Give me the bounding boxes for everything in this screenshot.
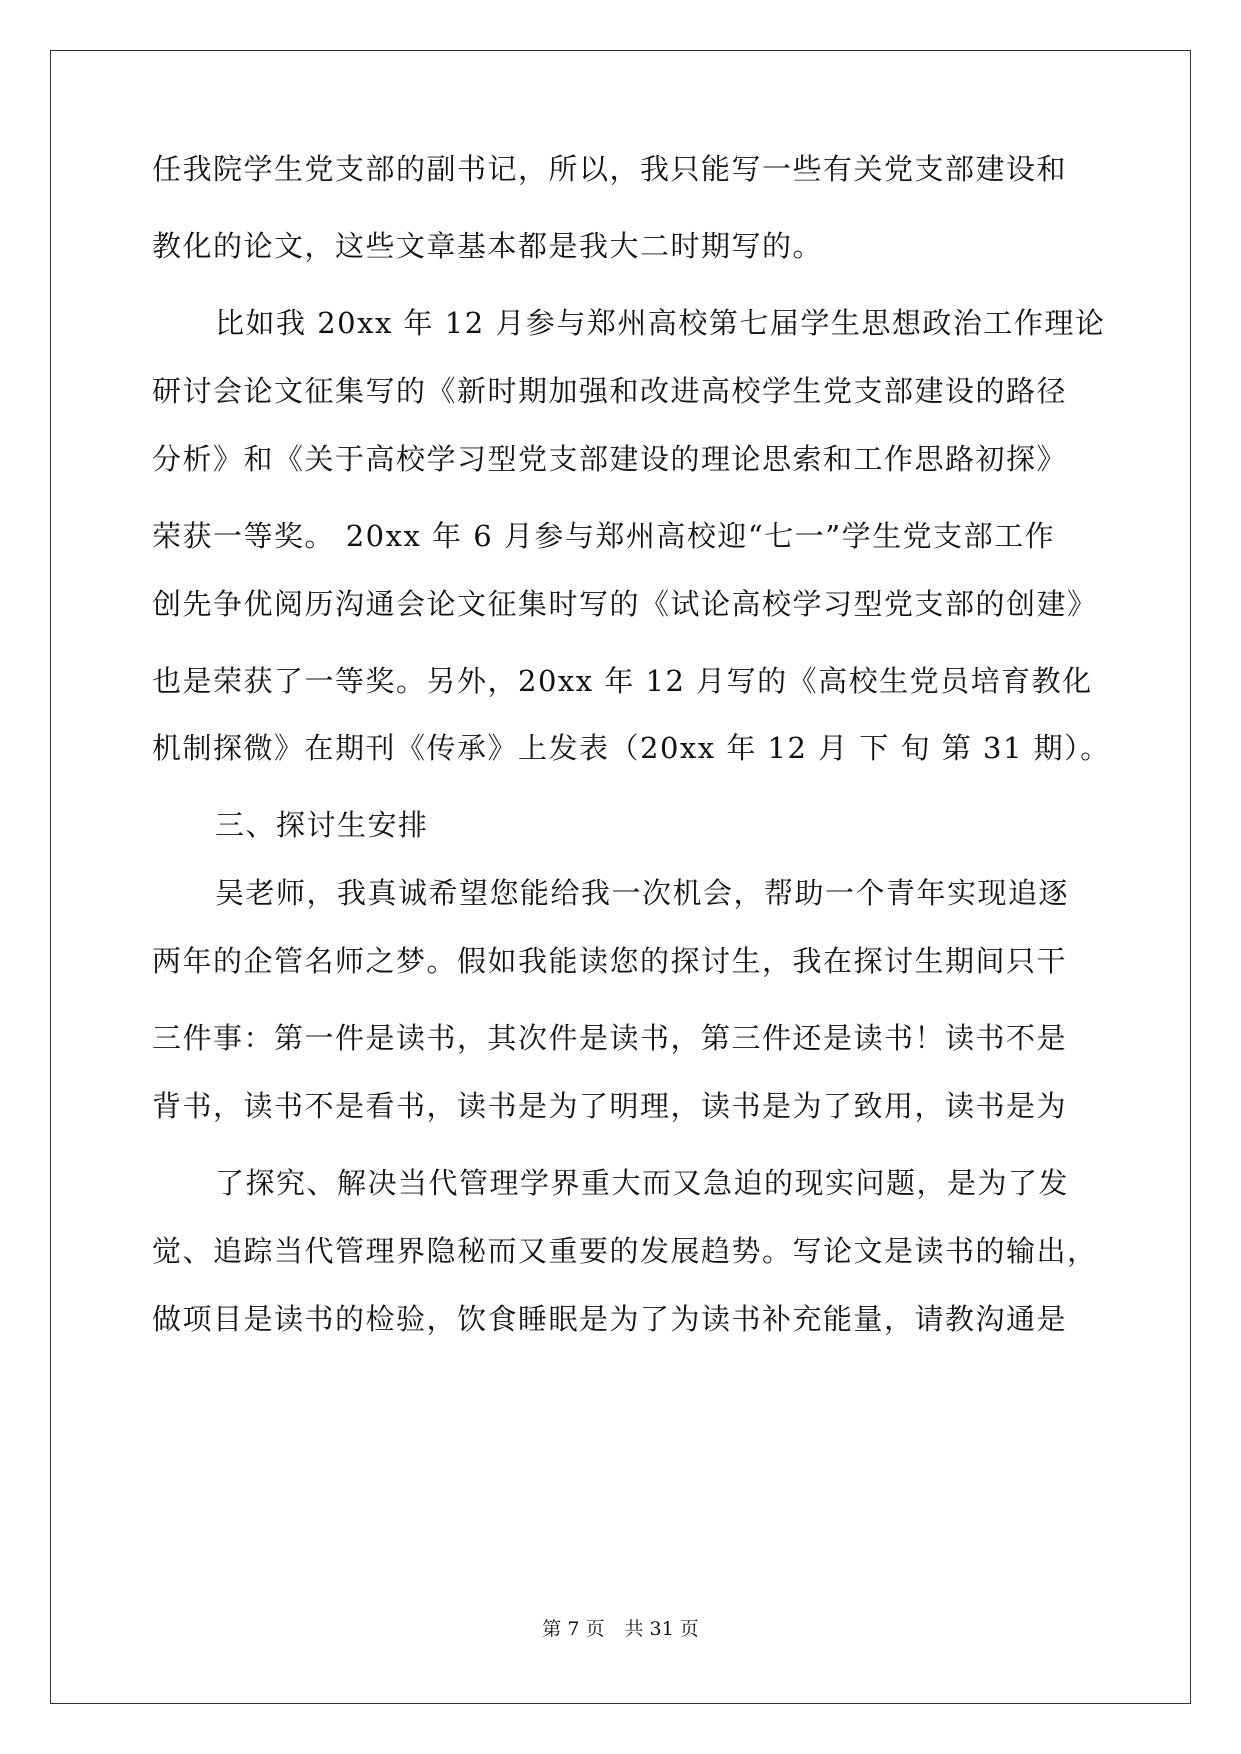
- body-line: 荣获一等奖。 20xx 年 6 月参与郑州高校迎“七一”学生党支部工作: [152, 519, 1056, 553]
- body-line: 三件事：第一件是读书，其次件是读书，第三件还是读书！读书不是: [152, 1021, 1068, 1055]
- body-line: 两年的企管名师之梦。假如我能读您的探讨生，我在探讨生期间只干: [152, 944, 1068, 978]
- body-line: 机制探微》在期刊《传承》上发表（20xx 年 12 月 下 旬 第 31 期）。: [152, 731, 1111, 765]
- body-line: 背书，读书不是看书，读书是为了明理，读书是为了致用，读书是为: [152, 1089, 1068, 1123]
- body-line: 也是荣获了一等奖。另外，20xx 年 12 月写的《高校生党员培育教化: [152, 664, 1093, 698]
- body-line: 吴老师，我真诚希望您能给我一次机会，帮助一个青年实现追逐: [215, 876, 1070, 910]
- page-footer: [0, 1617, 1241, 1641]
- body-line: 做项目是读书的检验，饮食睡眠是为了为读书补充能量，请教沟通是: [152, 1302, 1068, 1336]
- body-line: 比如我 20xx 年 12 月参与郑州高校第七届学生思想政治工作理论: [215, 306, 1106, 340]
- body-line: 任我院学生党支部的副书记，所以，我只能写一些有关党支部建设和: [152, 152, 1068, 186]
- body-line: 了探究、解决当代管理学界重大而又急迫的现实问题，是为了发: [215, 1166, 1070, 1200]
- body-line: 分析》和《关于高校学习型党支部建设的理论思索和工作思路初探》: [152, 442, 1068, 476]
- body-line: 觉、追踪当代管理界隐秘而又重要的发展趋势。写论文是读书的输出，: [152, 1234, 1098, 1268]
- section-heading: 三、探讨生安排: [215, 808, 429, 842]
- body-line: 创先争优阅历沟通会论文征集时写的《试论高校学习型党支部的创建》: [152, 587, 1098, 621]
- body-line: 教化的论文，这些文章基本都是我大二时期写的。: [152, 229, 824, 263]
- page-number: 第 7 页: [542, 1618, 605, 1640]
- body-line: 研讨会论文征集写的《新时期加强和改进高校学生党支部建设的路径: [152, 374, 1068, 408]
- page-total: 共 31 页: [624, 1618, 699, 1640]
